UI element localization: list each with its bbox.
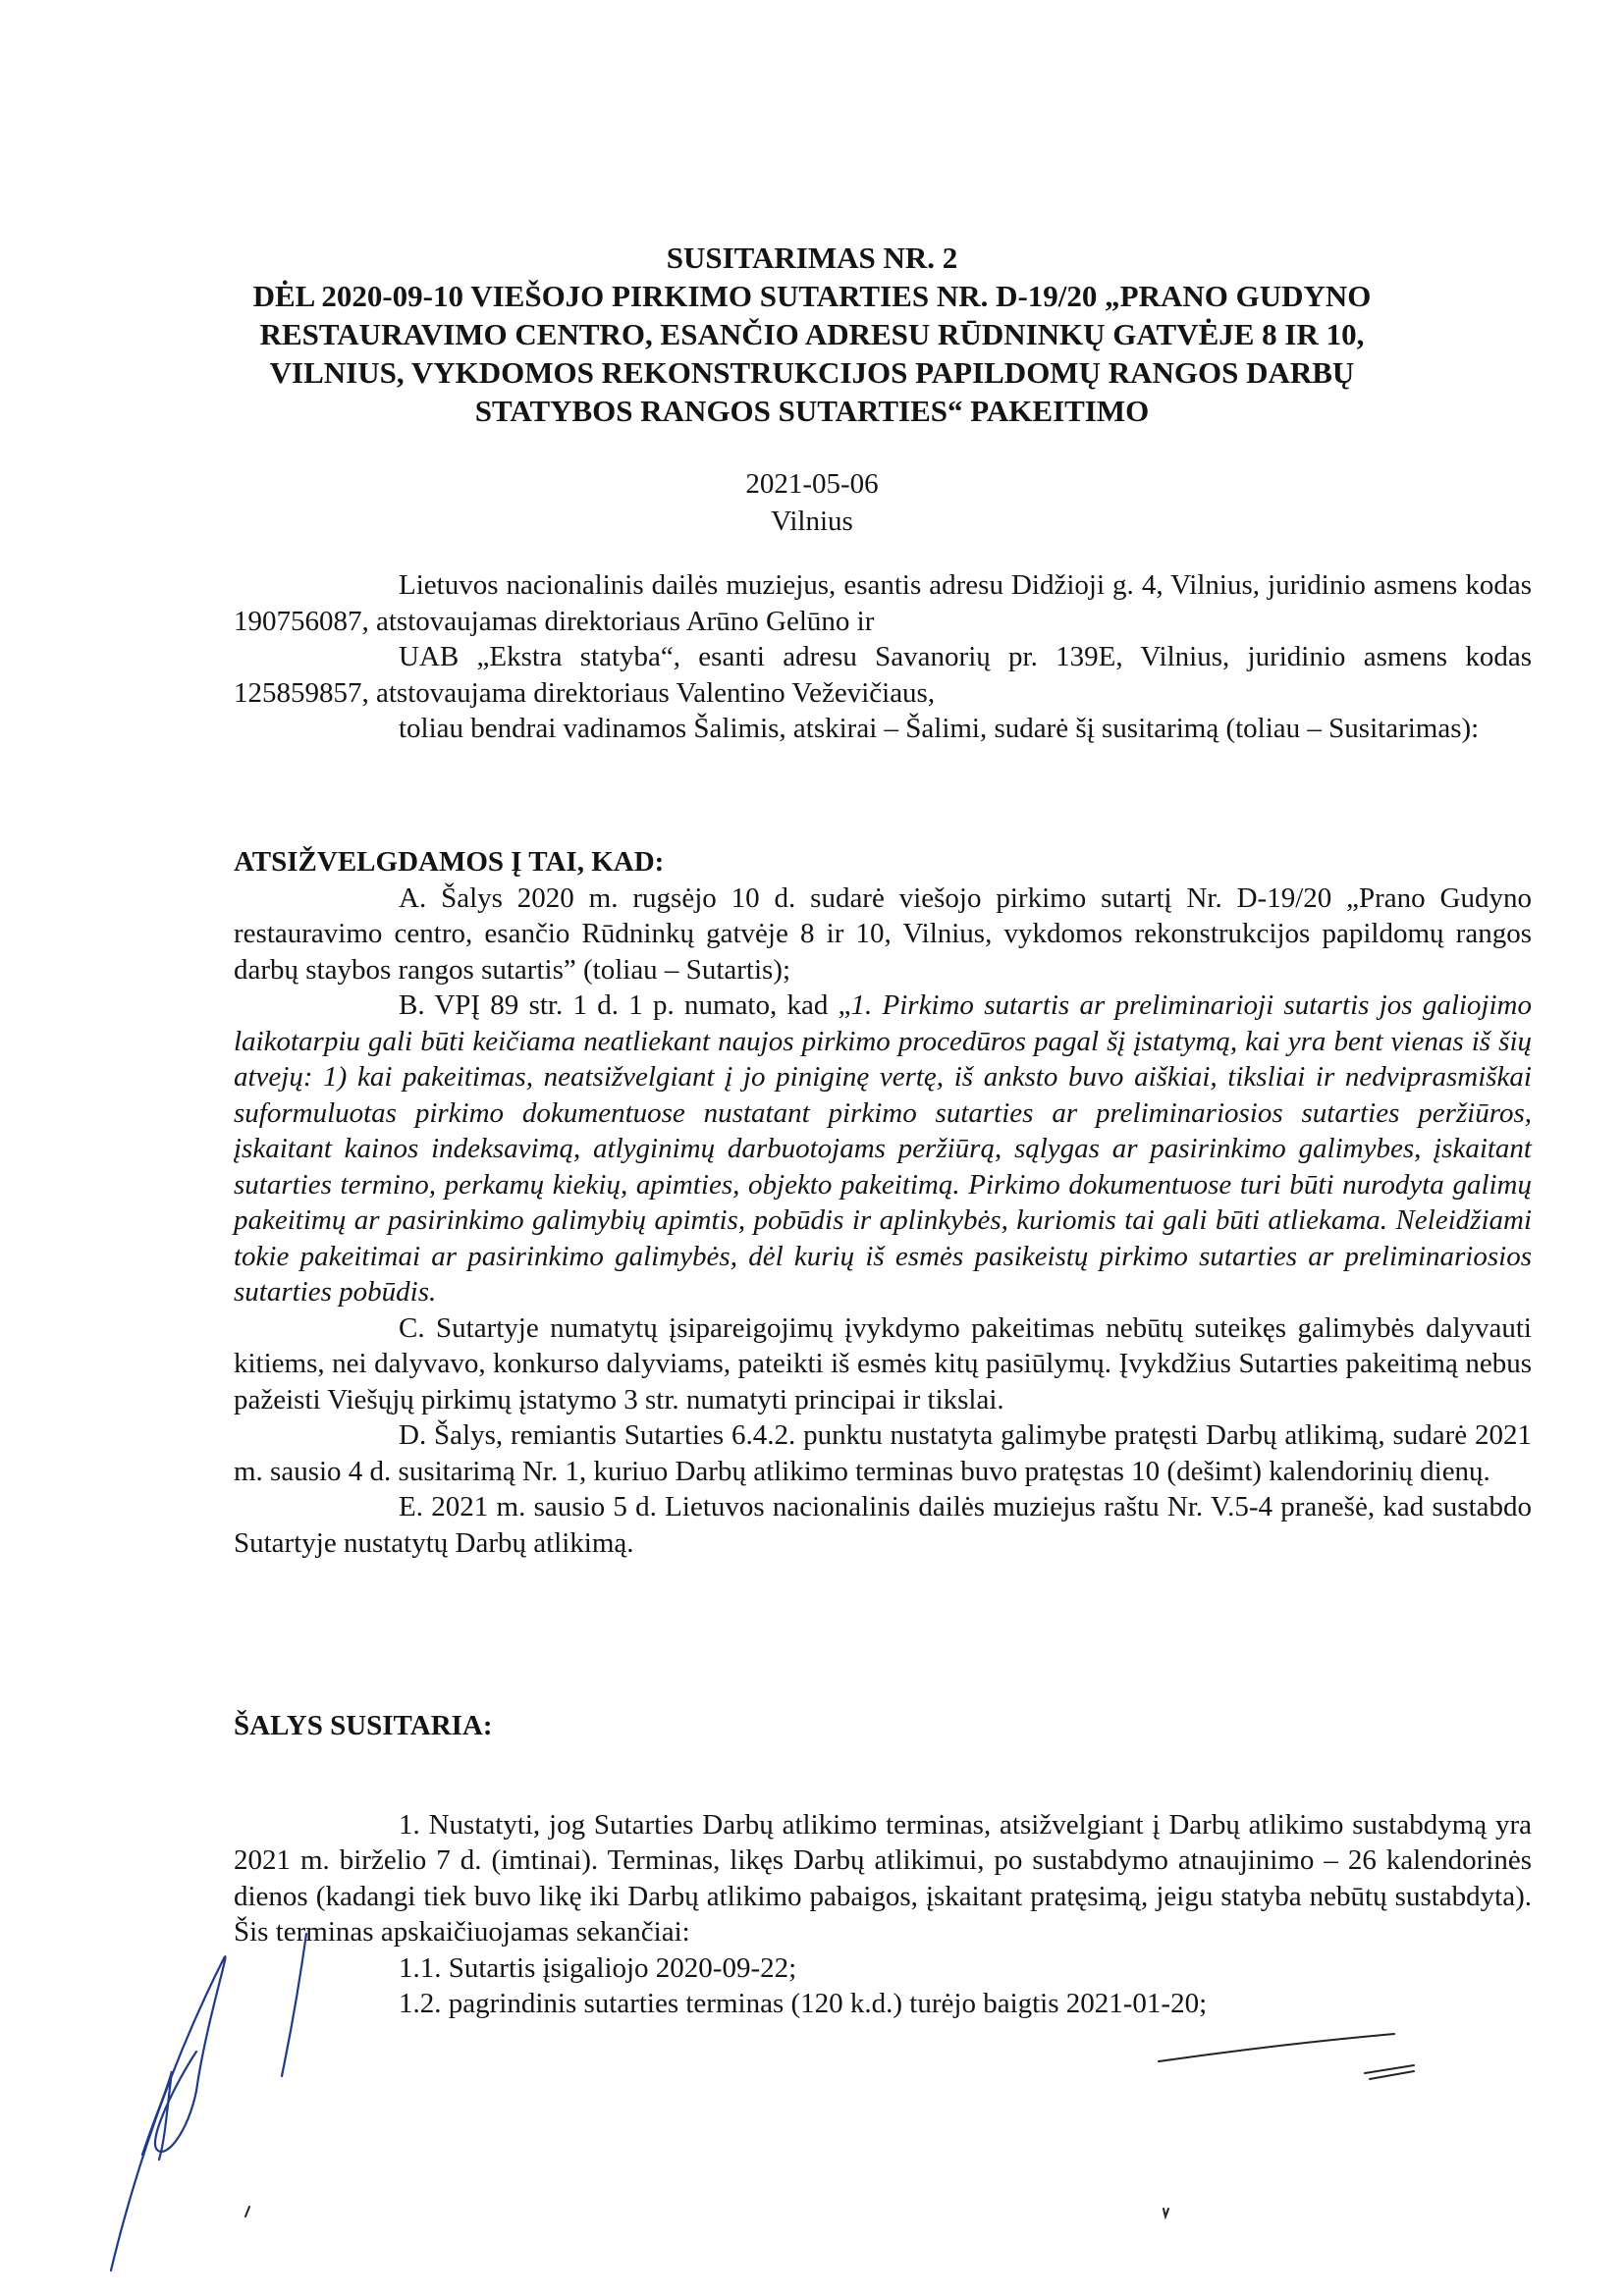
clause-a: A. Šalys 2020 m. rugsėjo 10 d. sudarė viešojo pirkimo sutartį Nr. D-19/20 „Prano Gudyno restauravimo centro, esančio Rūdninkų gatvėje 8 ir 10, Vilnius, vykdomos rekonstrukcijos papildomų rangos darbų staybos rangos sutartis” (toliau – Sutartis); xyxy=(234,881,1532,986)
section-heading: ŠALYS SUSITARIA: xyxy=(234,1710,493,1741)
party-2: UAB „Ekstra statyba“, esanti adresu Savanorių pr. 139E, Vilnius, juridinio asmens kodas 125859857, atstovaujama direktoriaus Valentino Veževičiaus, xyxy=(234,641,1532,709)
item-1: 1. Nustatyti, jog Sutarties Darbų atlikimo terminas, atsižvelgiant į Darbų atlikimo sustabdymą yra 2021 m. birželio 7 d. (imtinai). Terminas, likęs Darbų atlikimui, po sustabdymo atnaujinimo – 26 kalendorinės dienos (kadangi tiek buvo likę iki Darbų atlikimo pabaigos, įskaitant pratęsimą, jeigu statyba nebūtų sustabdyta). Šis terminas apskaičiuojamas sekančiai: xyxy=(234,1808,1532,1948)
title-line: STATYBOS RANGOS SUTARTIES“ PAKEITIMO xyxy=(474,394,1150,428)
item-1-2: 1.2. pagrindinis sutarties terminas (120 k.d.) turėjo baigtis 2021-01-20; xyxy=(399,1988,1208,2019)
clause-c: C. Sutartyje numatytų įsipareigojimų įvykdymo pakeitimas nebūtų suteikęs galimybės dalyvauti kitiems, nei dalyvavo, konkurso dalyviams, pateikti iš esmės kitų pasiūlymų. Įvykdžius Sutarties pakeitimą nebus pažeisti Viešųjų pirkimų įstatymo 3 str. numatyti principai ir tikslai. xyxy=(234,1311,1532,1415)
document-title xyxy=(245,239,1379,430)
date-place xyxy=(245,465,1379,540)
clause-b xyxy=(234,988,1532,1310)
party-1: Lietuvos nacionalinis dailės muziejus, esantis adresu Didžioji g. 4, Vilnius, juridinio asmens kodas 190756087, atstovaujamas direktoriaus Arūno Gelūno ir xyxy=(234,569,1532,637)
document-date: 2021-05-06 xyxy=(745,468,879,500)
title-line: DĖL 2020-09-10 VIEŠOJO PIRKIMO SUTARTIES NR. D-19/20 „PRANO GUDYNO xyxy=(252,279,1372,313)
section-heading: ATSIŽVELGDAMOS Į TAI, KAD: xyxy=(234,846,665,878)
agreement-section xyxy=(234,1708,1532,2022)
title-line: RESTAURAVIMO CENTRO, ESANČIO ADRESU RŪDNINKŲ GATVĖJE 8 IR 10, xyxy=(259,317,1365,351)
parties-section xyxy=(234,567,1532,747)
clause-e: E. 2021 m. sausio 5 d. Lietuvos nacionalinis dailės muziejus raštu Nr. V.5-4 pranešė, kad sustabdo Sutartyje nustatytų Darbų atlikimą. xyxy=(234,1491,1532,1559)
considerations-section xyxy=(234,844,1532,1561)
clause-d: D. Šalys, remiantis Sutarties 6.4.2. punktu nustatyta galimybe pratęsti Darbų atlikimą, sudarė 2021 m. sausio 4 d. susitarimą Nr. 1, kuriuo Darbų atlikimo terminas buvo pratęstas 10 (dešimt) kalendorinių dienų. xyxy=(234,1419,1532,1487)
document-place: Vilnius xyxy=(771,506,853,537)
clause-b-prefix: B. VPĮ 89 str. 1 d. 1 p. numato, kad „ xyxy=(399,989,851,1021)
title-line: VILNIUS, VYKDOMOS REKONSTRUKCIJOS PAPILDOMŲ RANGOS DARBŲ xyxy=(269,355,1355,390)
title-line: SUSITARIMAS NR. 2 xyxy=(666,240,958,275)
parties-together: toliau bendrai vadinamos Šalimis, atskirai – Šalimi, sudarė šį susitarimą (toliau – Susitarimas): xyxy=(399,713,1480,744)
item-1-1: 1.1. Sutartis įsigaliojo 2020-09-22; xyxy=(399,1951,797,1984)
clause-b-quote: 1. Pirkimo sutartis ar preliminarioji sutartis jos galiojimo laikotarpiu gali būti keičiama neatliekant naujos pirkimo procedūros pagal šį įstatymą, kai yra bent vienas iš šių atvejų: 1) kai pakeitimas, neatsižvelgiant į jo piniginę vertę, iš anksto buvo aiškiai, tiksliai ir nedviprasmiškai suformuluotas pirkimo dokumentuose nustatant pirkimo sutarties ar preliminariosios sutarties peržiūros, įskaitant kainos indeksavimą, atlyginimų darbuotojams peržiūrą, sąlygas ar pasirinkimo galimybes, įskaitant sutarties termino, perkamų kiekių, apimties, objekto pakeitimą. Pirkimo dokumentuose turi būti nurodyta galimų pakeitimų ar pasirinkimo galimybių apimtis, pobūdis ir aplinkybės, kuriomis tai gali būti atliekama. Neleidžiami tokie pakeitimai ar pasirinkimo galimybės, dėl kurių iš esmės pasikeistų pirkimo sutarties ar preliminariosios sutarties pobūdis. xyxy=(234,989,1532,1308)
